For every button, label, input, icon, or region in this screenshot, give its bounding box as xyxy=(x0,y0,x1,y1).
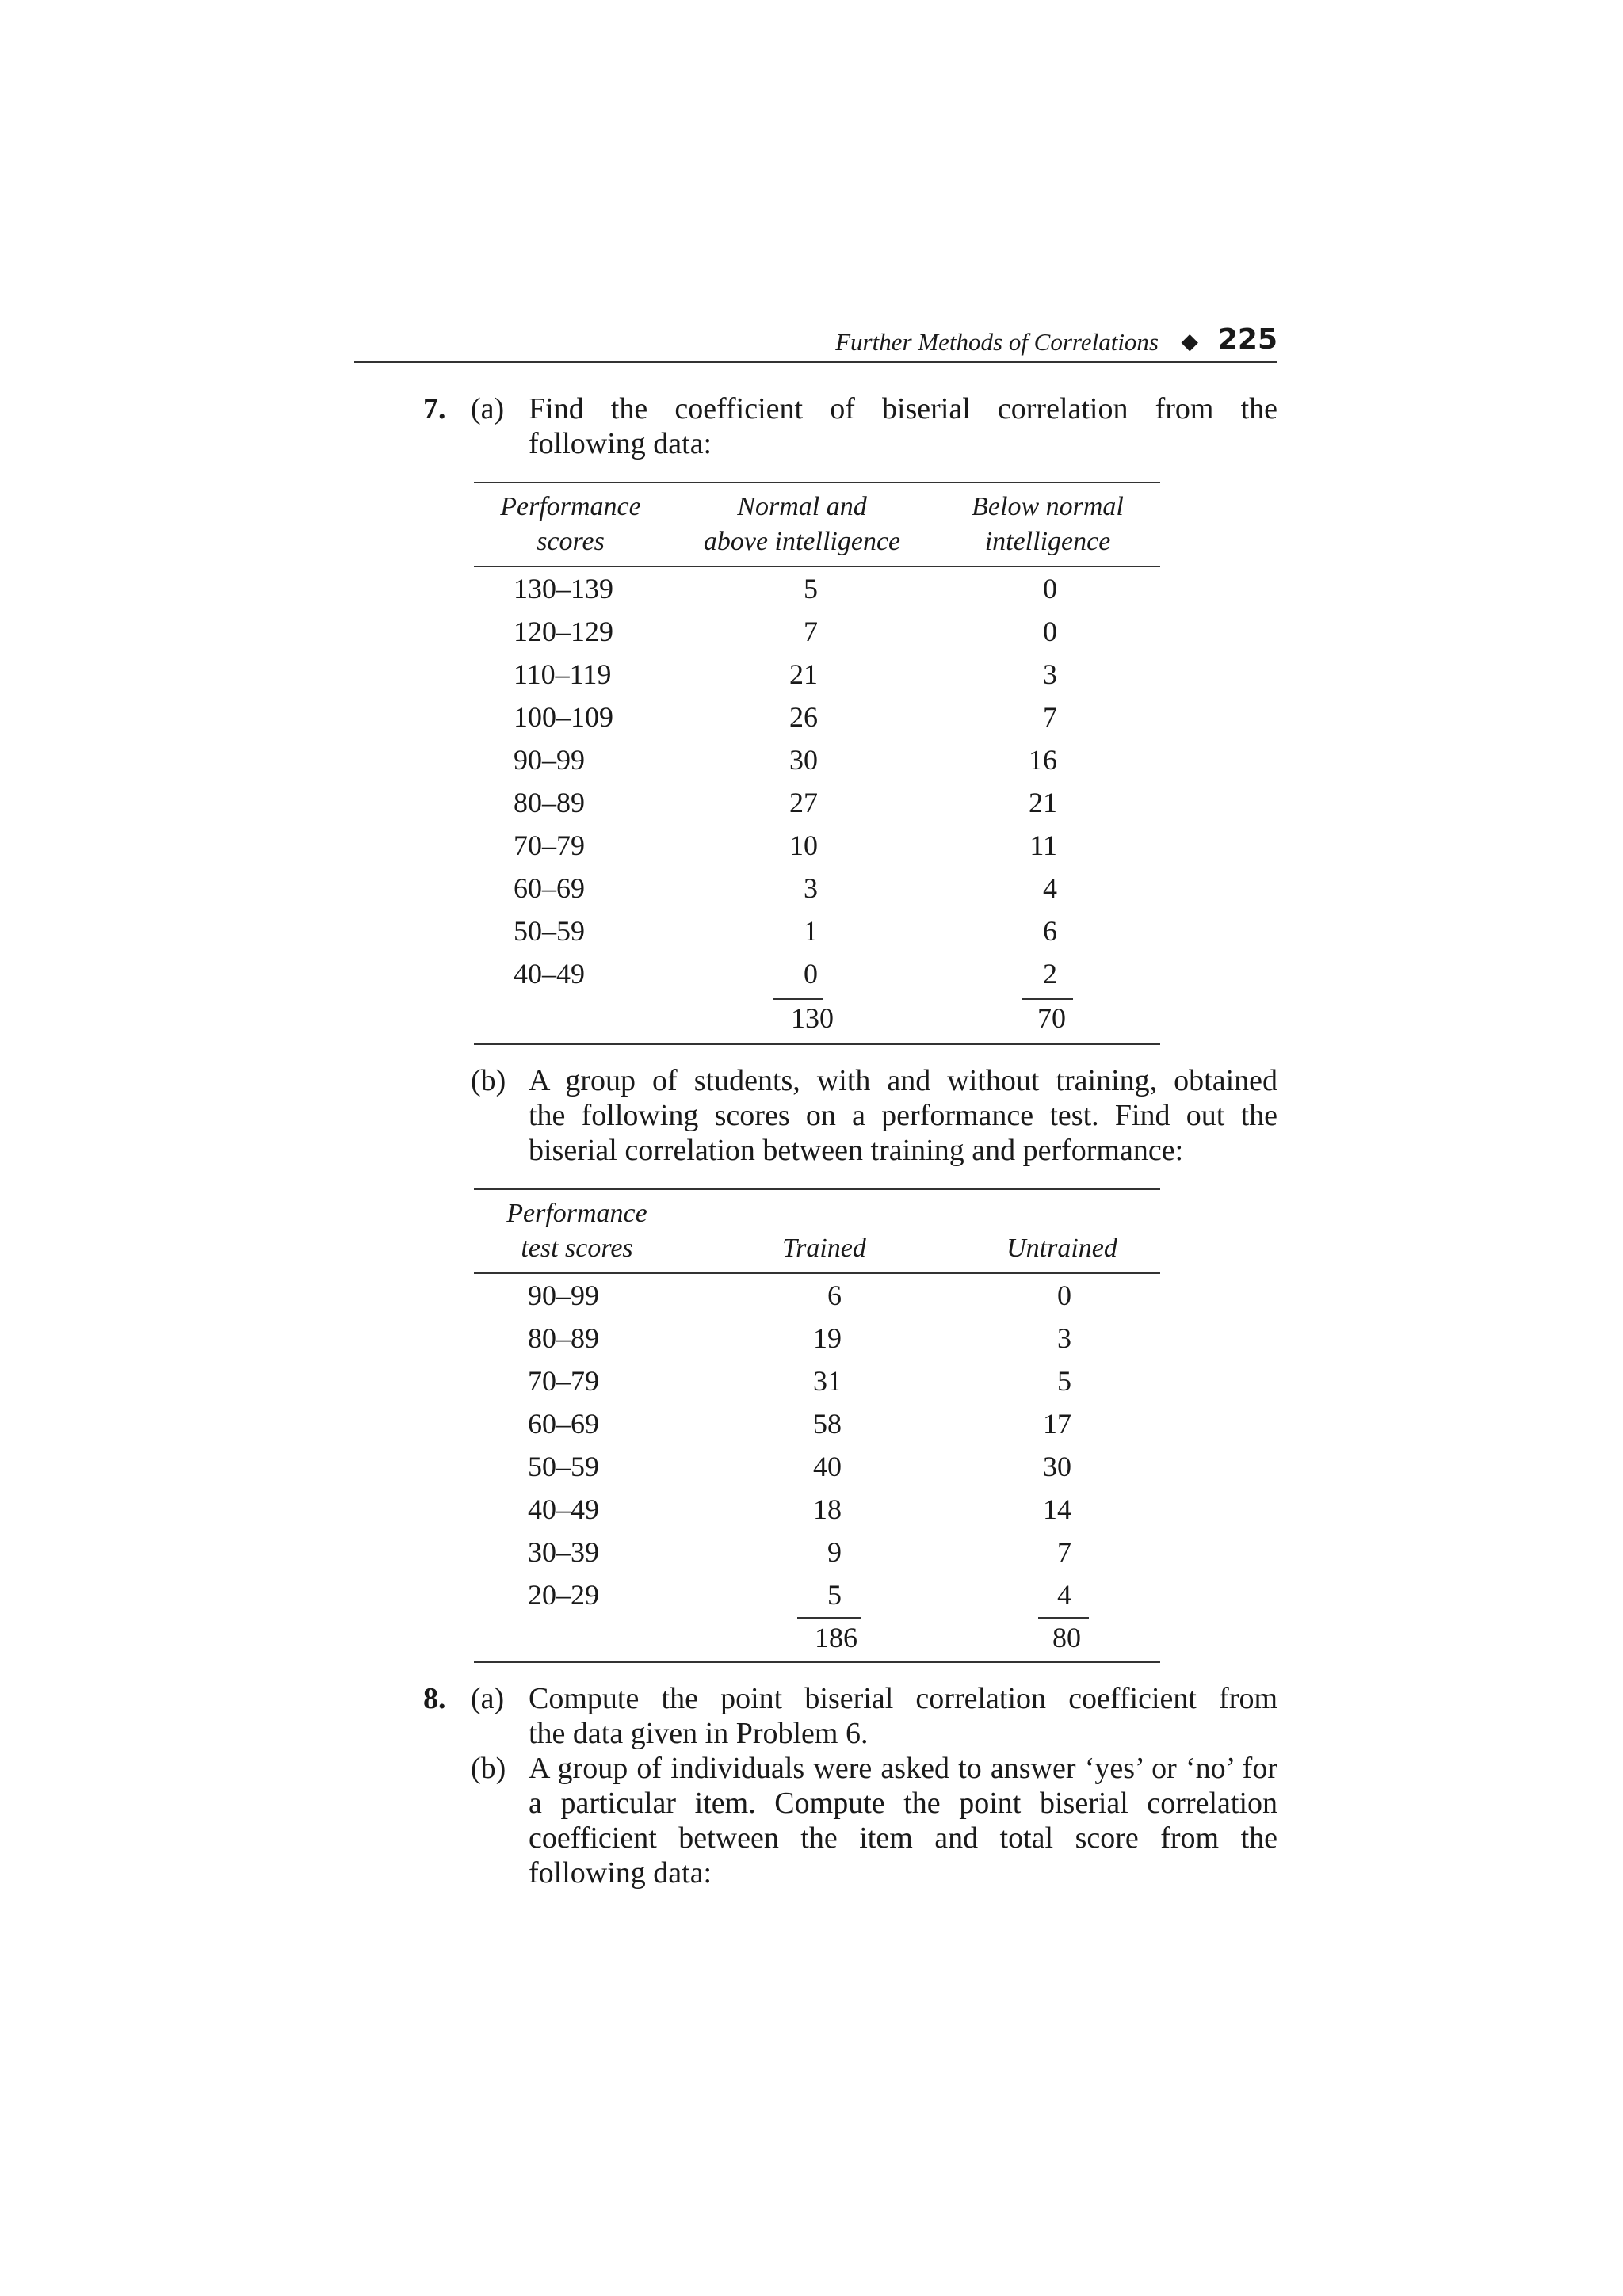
table-a-total-below: 70 xyxy=(1037,1002,1066,1034)
table-a-total-normal: 130 xyxy=(791,1002,834,1034)
frequency-cell: 11 xyxy=(1029,830,1057,861)
frequency-cell: 3 xyxy=(1057,1322,1071,1354)
score-range-cell: 60–69 xyxy=(528,1408,599,1440)
frequency-cell: 7 xyxy=(1057,1536,1071,1568)
frequency-cell: 17 xyxy=(1043,1408,1071,1440)
q7b-line-2: the following scores on a performance test. Find out the xyxy=(529,1099,1277,1132)
score-range-cell: 50–59 xyxy=(514,915,585,947)
diamond-separator-icon: ◆ xyxy=(1181,330,1198,354)
header-line: scores xyxy=(537,527,605,556)
frequency-cell: 30 xyxy=(1043,1451,1071,1482)
score-range-cell: 100–109 xyxy=(514,701,613,733)
frequency-cell: 27 xyxy=(789,787,818,818)
frequency-cell: 10 xyxy=(789,830,818,861)
frequency-cell: 4 xyxy=(1043,872,1057,904)
q7b-line-1: A group of students, with and without training, obtained xyxy=(529,1064,1277,1097)
frequency-cell: 0 xyxy=(1043,616,1057,647)
frequency-cell: 7 xyxy=(1043,701,1057,733)
q7-part-a-text xyxy=(529,391,1277,461)
table-b-top-rule xyxy=(474,1188,1160,1190)
frequency-cell: 31 xyxy=(813,1365,842,1397)
score-range-cell: 20–29 xyxy=(528,1579,599,1611)
frequency-cell: 3 xyxy=(1043,658,1057,690)
frequency-cell: 0 xyxy=(1057,1280,1071,1311)
header-line: Performance xyxy=(500,492,641,521)
q7-part-a-label: (a) xyxy=(471,392,505,425)
frequency-cell: 0 xyxy=(804,958,818,990)
frequency-cell: 3 xyxy=(804,872,818,904)
score-range-cell: 80–89 xyxy=(528,1322,599,1354)
table-a-bottom-rule xyxy=(474,1043,1160,1045)
score-range-cell: 130–139 xyxy=(514,573,613,605)
score-range-cell: 70–79 xyxy=(528,1365,599,1397)
q8-part-a-label: (a) xyxy=(471,1682,505,1715)
table-a-sum-rule-2 xyxy=(1022,998,1073,1000)
q7b-line-3: biserial correlation between training and performance: xyxy=(529,1134,1184,1167)
frequency-cell: 26 xyxy=(789,701,818,733)
table-a-header-normal xyxy=(683,490,921,559)
q8-part-b-label: (b) xyxy=(471,1752,506,1785)
score-range-cell: 90–99 xyxy=(528,1280,599,1311)
frequency-cell: 9 xyxy=(827,1536,842,1568)
table-b-header-untrained: Untrained xyxy=(1006,1234,1117,1263)
table-b-sum-rule-2 xyxy=(1038,1617,1089,1619)
table-b-header-trained: Trained xyxy=(782,1234,866,1263)
table-a-header-below-normal xyxy=(937,490,1159,559)
header-line: Performance xyxy=(506,1199,647,1228)
score-range-cell: 60–69 xyxy=(514,872,585,904)
q7a-line-1: Find the coefficient of biserial correlation from the xyxy=(529,392,1277,425)
frequency-cell: 19 xyxy=(813,1322,842,1354)
q8b-line-4: following data: xyxy=(529,1856,712,1890)
question-7-number: 7. xyxy=(423,392,446,425)
table-b-total-trained: 186 xyxy=(815,1622,857,1653)
frequency-cell: 5 xyxy=(1057,1365,1071,1397)
table-a-sum-rule-1 xyxy=(773,998,823,1000)
question-8-number: 8. xyxy=(423,1682,446,1715)
q8b-line-2: a particular item. Compute the point biserial correlation xyxy=(529,1787,1277,1820)
table-b-sum-rule-1 xyxy=(797,1617,861,1619)
frequency-cell: 7 xyxy=(804,616,818,647)
frequency-cell: 6 xyxy=(1043,915,1057,947)
q8a-line-1: Compute the point biserial correlation coefficient from xyxy=(529,1682,1277,1715)
frequency-cell: 0 xyxy=(1043,573,1057,605)
table-a-header-rule xyxy=(474,566,1160,567)
running-title: Further Methods of Correlations xyxy=(835,328,1159,356)
frequency-cell: 1 xyxy=(804,915,818,947)
frequency-cell: 16 xyxy=(1029,744,1057,776)
q7-part-b-text xyxy=(529,1063,1277,1168)
page-number: 225 xyxy=(1217,323,1277,356)
score-range-cell: 90–99 xyxy=(514,744,585,776)
score-range-cell: 50–59 xyxy=(528,1451,599,1482)
q7a-line-2: following data: xyxy=(529,427,712,460)
table-b-header-scores xyxy=(474,1196,680,1266)
frequency-cell: 40 xyxy=(813,1451,842,1482)
score-range-cell: 70–79 xyxy=(514,830,585,861)
frequency-cell: 5 xyxy=(827,1579,842,1611)
header-line: above intelligence xyxy=(703,527,901,556)
frequency-cell: 58 xyxy=(813,1408,842,1440)
table-a-header-scores xyxy=(474,490,667,559)
frequency-cell: 18 xyxy=(813,1493,842,1525)
header-line: intelligence xyxy=(984,527,1111,556)
score-range-cell: 40–49 xyxy=(528,1493,599,1525)
score-range-cell: 30–39 xyxy=(528,1536,599,1568)
q7-part-b-label: (b) xyxy=(471,1064,506,1097)
score-range-cell: 110–119 xyxy=(514,658,612,690)
score-range-cell: 40–49 xyxy=(514,958,585,990)
score-range-cell: 80–89 xyxy=(514,787,585,818)
frequency-cell: 14 xyxy=(1043,1493,1071,1525)
q8-part-a-text xyxy=(529,1681,1277,1751)
q8-part-b-text xyxy=(529,1751,1277,1890)
frequency-cell: 4 xyxy=(1057,1579,1071,1611)
table-b-bottom-rule xyxy=(474,1661,1160,1663)
q8b-line-3: coefficient between the item and total score from the xyxy=(529,1821,1277,1855)
frequency-cell: 21 xyxy=(1029,787,1057,818)
running-header xyxy=(354,323,1277,363)
header-line: Normal and xyxy=(737,492,867,521)
q8a-line-2: the data given in Problem 6. xyxy=(529,1717,869,1750)
header-line: Below normal xyxy=(972,492,1124,521)
frequency-cell: 6 xyxy=(827,1280,842,1311)
table-b-header-rule xyxy=(474,1272,1160,1274)
table-a-top-rule xyxy=(474,482,1160,483)
table-b-total-untrained: 80 xyxy=(1052,1622,1081,1653)
score-range-cell: 120–129 xyxy=(514,616,613,647)
q8b-line-1: A group of individuals were asked to answer ‘yes’ or ‘no’ for xyxy=(529,1752,1277,1785)
frequency-cell: 30 xyxy=(789,744,818,776)
frequency-cell: 2 xyxy=(1043,958,1057,990)
header-line: test scores xyxy=(521,1234,633,1263)
frequency-cell: 5 xyxy=(804,573,818,605)
frequency-cell: 21 xyxy=(789,658,818,690)
